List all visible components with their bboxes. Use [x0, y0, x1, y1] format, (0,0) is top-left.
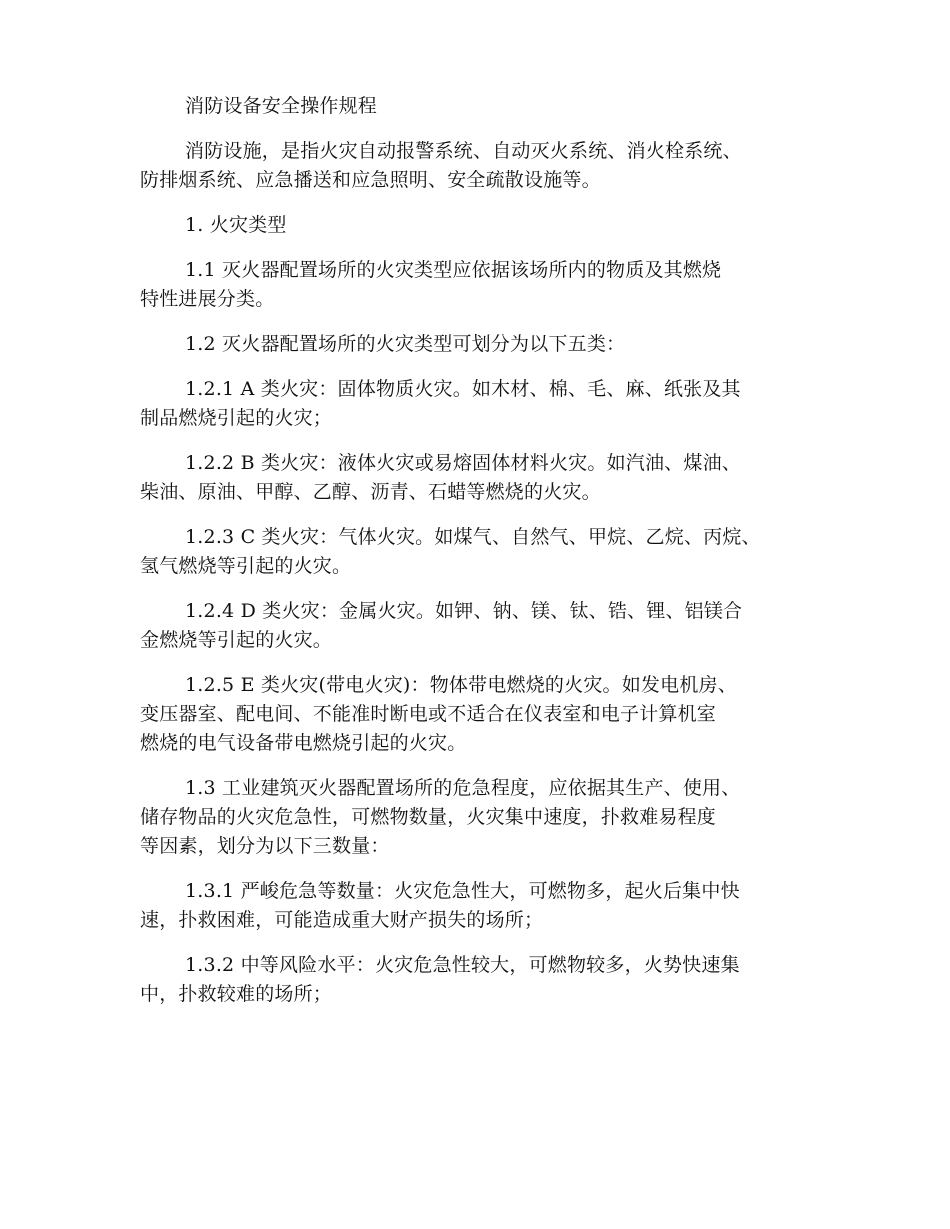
- paragraph-1-3-1: 1.3.1 严峻危急等数量：火灾危急性大，可燃物多，起火后集中快 速，扑救困难，可能造成重大财产损失的场所；: [140, 880, 740, 931]
- paragraph-facilities-definition: 消防设施，是指火灾自动报警系统、自动灭火系统、消火栓系统、 防排烟系统、应急播送和应急照明、安全疏散设施等。: [140, 140, 742, 191]
- paragraph-1-2-4: 1.2.4 D 类火灾：金属火灾。如钾、钠、镁、钛、锆、锂、铝镁合 金燃烧等引起的火灾。: [140, 600, 743, 651]
- paragraph-1-2-1: 1.2.1 A 类火灾：固体物质火灾。如木材、棉、毛、麻、纸张及其 制品燃烧引起的火灾；: [140, 378, 741, 429]
- paragraph-1-2-3: 1.2.3 C 类火灾：气体火灾。如煤气、自然气、甲烷、乙烷、丙烷、 氢气燃烧等引起的火灾。: [140, 526, 761, 577]
- section-heading-fire-types: 1. 火灾类型: [185, 214, 287, 236]
- document-title: 消防设备安全操作规程: [185, 95, 378, 117]
- paragraph-1-3-2: 1.3.2 中等风险水平：火灾危急性较大，可燃物较多，火势快速集 中，扑救较难的场所；: [140, 954, 740, 1005]
- paragraph-1-3: 1.3 工业建筑灭火器配置场所的危急程度，应依据其生产、使用、 储存物品的火灾危急性，可燃物数量，火灾集中速度，扑救难易程度 等因素，划分为以下三数量：: [140, 777, 741, 857]
- paragraph-1-1: 1.1 灭火器配置场所的火灾类型应依据该场所内的物质及其燃烧 特性进展分类。: [140, 259, 722, 310]
- document-body: [140, 92, 820, 1025]
- paragraph-1-2-2: 1.2.2 B 类火灾：液体火灾或易熔固体材料火灾。如汽油、煤油、 柴油、原油、甲醇、乙醇、沥青、石蜡等燃烧的火灾。: [140, 452, 741, 503]
- paragraph-1-2: 1.2 灭火器配置场所的火灾类型可划分为以下五类：: [185, 333, 626, 355]
- paragraph-1-2-5: 1.2.5 E 类火灾(带电火灾)：物体带电燃烧的火灾。如发电机房、 变压器室、配电间、不能准时断电或不适合在仪表室和电子计算机室 燃烧的电气设备带电燃烧引起的火灾。: [140, 674, 737, 754]
